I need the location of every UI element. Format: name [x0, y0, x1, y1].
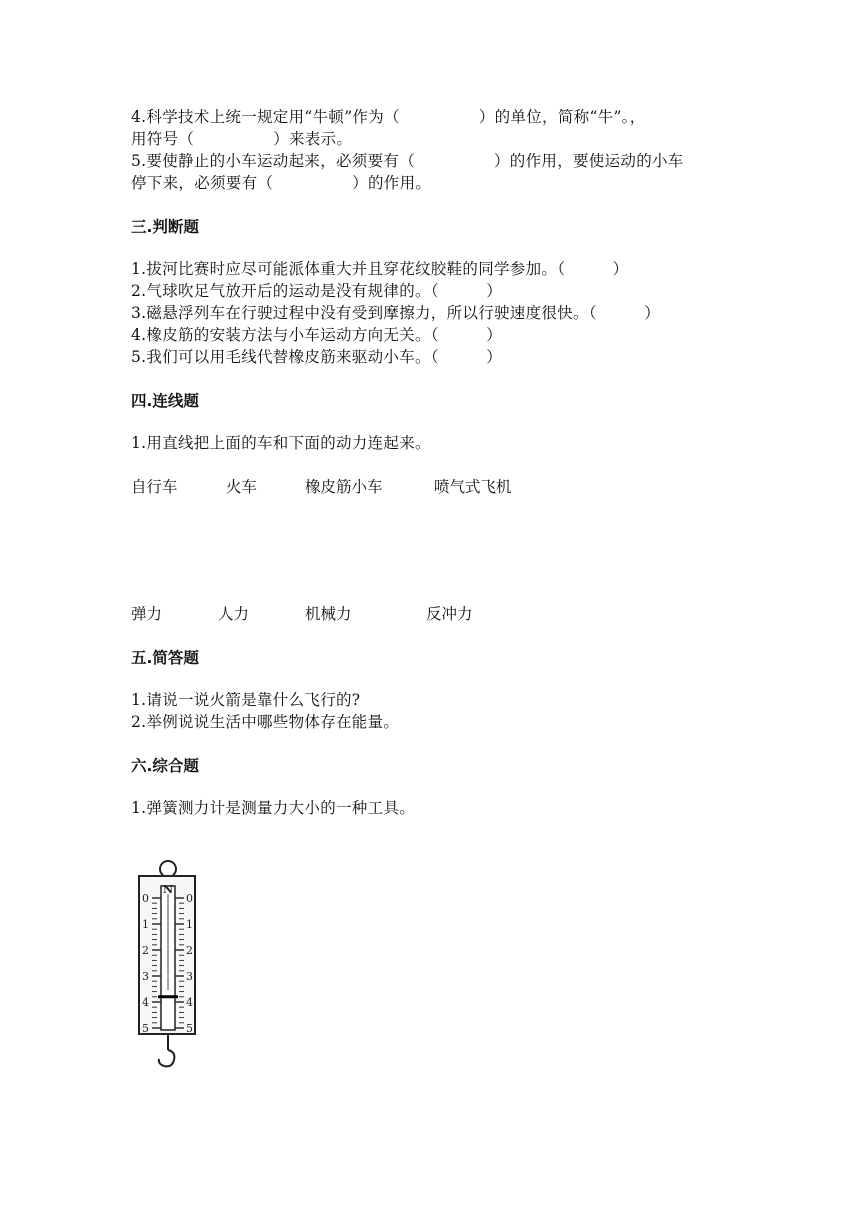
scale-label-left: 3 [142, 970, 149, 983]
vehicle-rubber-band-car: 橡皮筋小车 [305, 478, 383, 496]
matching-question: 1.用直线把上面的车和下面的动力连起来。 [131, 434, 431, 452]
scale-label-left: 5 [142, 1022, 149, 1035]
judgment-item: 2.气球吹足气放开后的运动是没有规律的。（ ） [131, 282, 503, 300]
section-heading-matching: 四.连线题 [131, 392, 199, 410]
section-heading-judgment: 三.判断题 [131, 218, 199, 236]
scale-label-right: 1 [186, 918, 193, 931]
power-recoil: 反冲力 [426, 605, 473, 623]
scale-label-right: 2 [186, 944, 193, 957]
judgment-item: 1.拔河比赛时应尽可能派体重大并且穿花纹胶鞋的同学参加。（ ） [131, 260, 629, 278]
section-heading-short-answer: 五.简答题 [131, 649, 199, 667]
judgment-item: 4.橡皮筋的安装方法与小车运动方向无关。（ ） [131, 326, 503, 344]
unit-label: N [162, 883, 174, 896]
judgment-item: 3.磁悬浮列车在行驶过程中没有受到摩擦力，所以行驶速度很快。（ ） [131, 304, 661, 322]
scale-label-left: 0 [142, 892, 149, 905]
scale-label-left: 1 [142, 918, 149, 931]
vehicle-jet-plane: 喷气式飞机 [434, 478, 512, 496]
scale-label-right: 3 [186, 970, 193, 983]
power-human: 人力 [218, 605, 250, 623]
short-answer-item: 1.请说一说火箭是靠什么飞行的? [131, 691, 361, 709]
spring-scale-figure [126, 856, 210, 1076]
scale-label-right: 5 [186, 1022, 193, 1035]
short-answer-item: 2.举例说说生活中哪些物体存在能量。 [131, 713, 400, 731]
scale-label-right: 4 [186, 996, 193, 1009]
hook-icon [159, 1050, 175, 1066]
fill-in-q4-line1: 4.科学技术上统一规定用“牛顿”作为（ ）的单位，简称“牛”。， [131, 108, 646, 126]
fill-in-q5-line2: 停下来，必须要有（ ）的作用。 [131, 174, 432, 192]
judgment-item: 5.我们可以用毛线代替橡皮筋来驱动小车。（ ） [131, 348, 503, 366]
power-mechanical: 机械力 [305, 605, 352, 623]
fill-in-q5-line1: 5.要使静止的小车运动起来，必须要有（ ）的作用，要使运动的小车 [131, 152, 684, 170]
spring-scale-drawing [126, 856, 210, 1076]
scale-label-left: 4 [142, 996, 149, 1009]
power-elastic: 弹力 [131, 605, 163, 623]
vehicle-bicycle: 自行车 [131, 478, 178, 496]
top-ring [160, 861, 176, 877]
scale-label-left: 2 [142, 944, 149, 957]
fill-in-q4-line2: 用符号（ ）来表示。 [131, 130, 353, 148]
scale-label-right: 0 [186, 892, 193, 905]
comprehensive-question: 1.弹簧测力计是测量力大小的一种工具。 [131, 799, 415, 817]
vehicle-train: 火车 [226, 478, 258, 496]
section-heading-comprehensive: 六.综合题 [131, 757, 199, 775]
